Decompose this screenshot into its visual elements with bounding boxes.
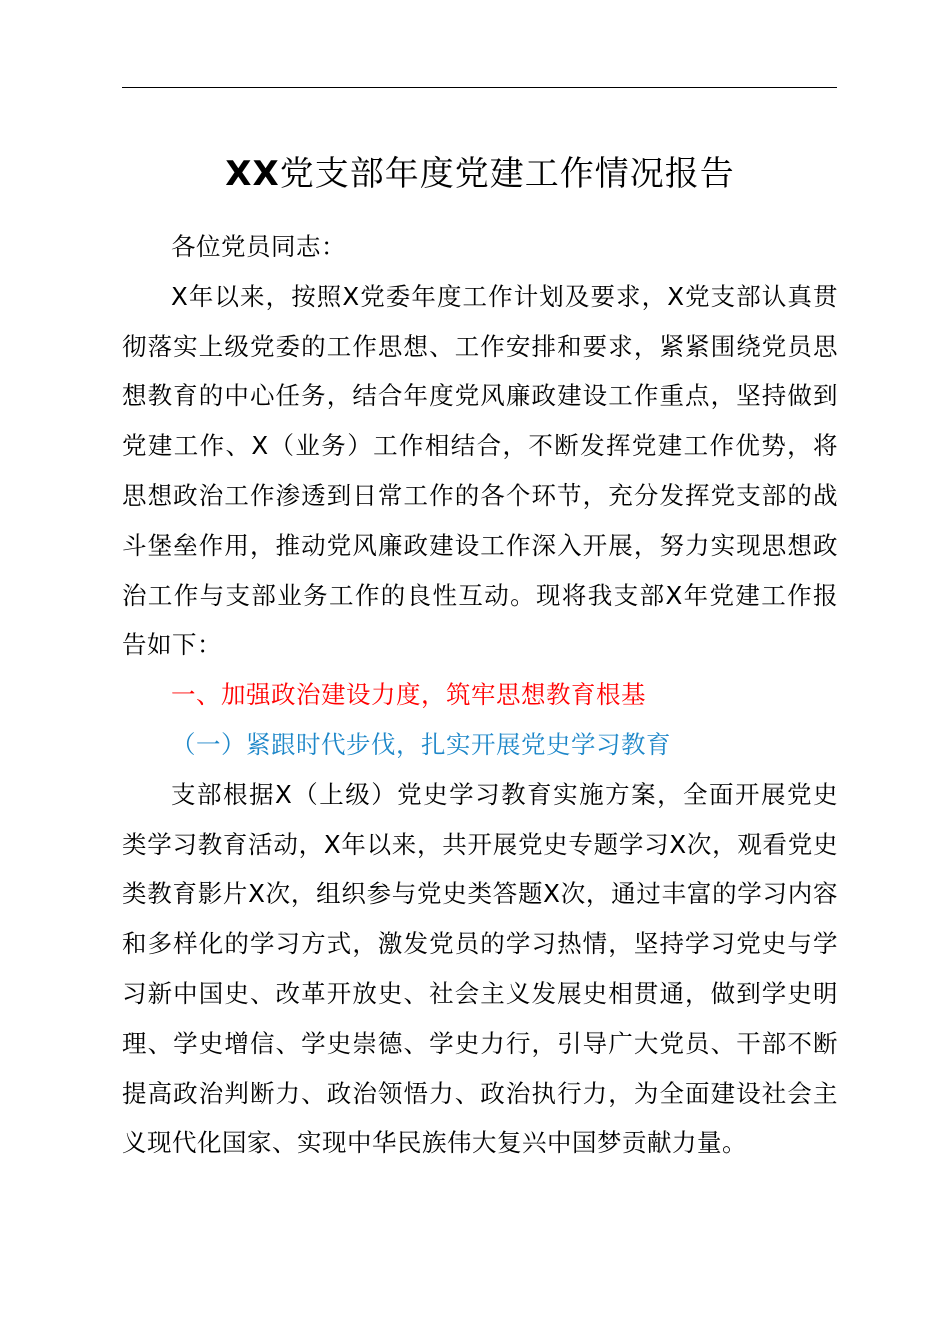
header-rule [122, 87, 837, 88]
intro-paragraph: X年以来，按照X党委年度工作计划及要求，X党支部认真贯彻落实上级党委的工作思想、工作安排和要求，紧紧围绕党员思想教育的中心任务，结合年度党风廉政建设工作重点，坚持做到党建工作、X（业务）工作相结合，不断发挥党建工作优势，将思想政治工作渗透到日常工作的各个环节，充分发挥党支部的战斗堡垒作用，推动党风廉政建设工作深入开展，努力实现思想政治工作与支部业务工作的良性互动。现将我支部X年党建工作报告如下： [122, 281, 838, 660]
section-heading: 一、加强政治建设力度，筑牢思想教育根基 [171, 680, 646, 710]
subsection-heading: （一）紧跟时代步伐，扎实开展党史学习教育 [171, 729, 671, 759]
subsection-paragraph: 支部根据X（上级）党史学习教育实施方案，全面开展党史类学习教育活动，X年以来，共开展党史专题学习X次，观看党史类教育影片X次，组织参与党史类答题X次，通过丰富的学习内容和多样化的学习方式，激发党员的学习热情，坚持学习党史与学习新中国史、改革开放史、社会主义发展史相贯通，做到学史明理、学史增信、学史崇德、学史力行，引导广大党员、干部不断提高政治判断力、政治领悟力、政治执行力，为全面建设社会主义现代化国家、实现中华民族伟大复兴中国梦贡献力量。 [122, 779, 838, 1158]
document-title [122, 148, 838, 200]
document-page [122, 148, 838, 1168]
salutation: 各位党员同志： [171, 232, 346, 261]
title-prefix: XX [225, 154, 280, 194]
title-main: 党支部年度党建工作情况报告 [279, 154, 735, 194]
document-body [122, 222, 838, 1168]
